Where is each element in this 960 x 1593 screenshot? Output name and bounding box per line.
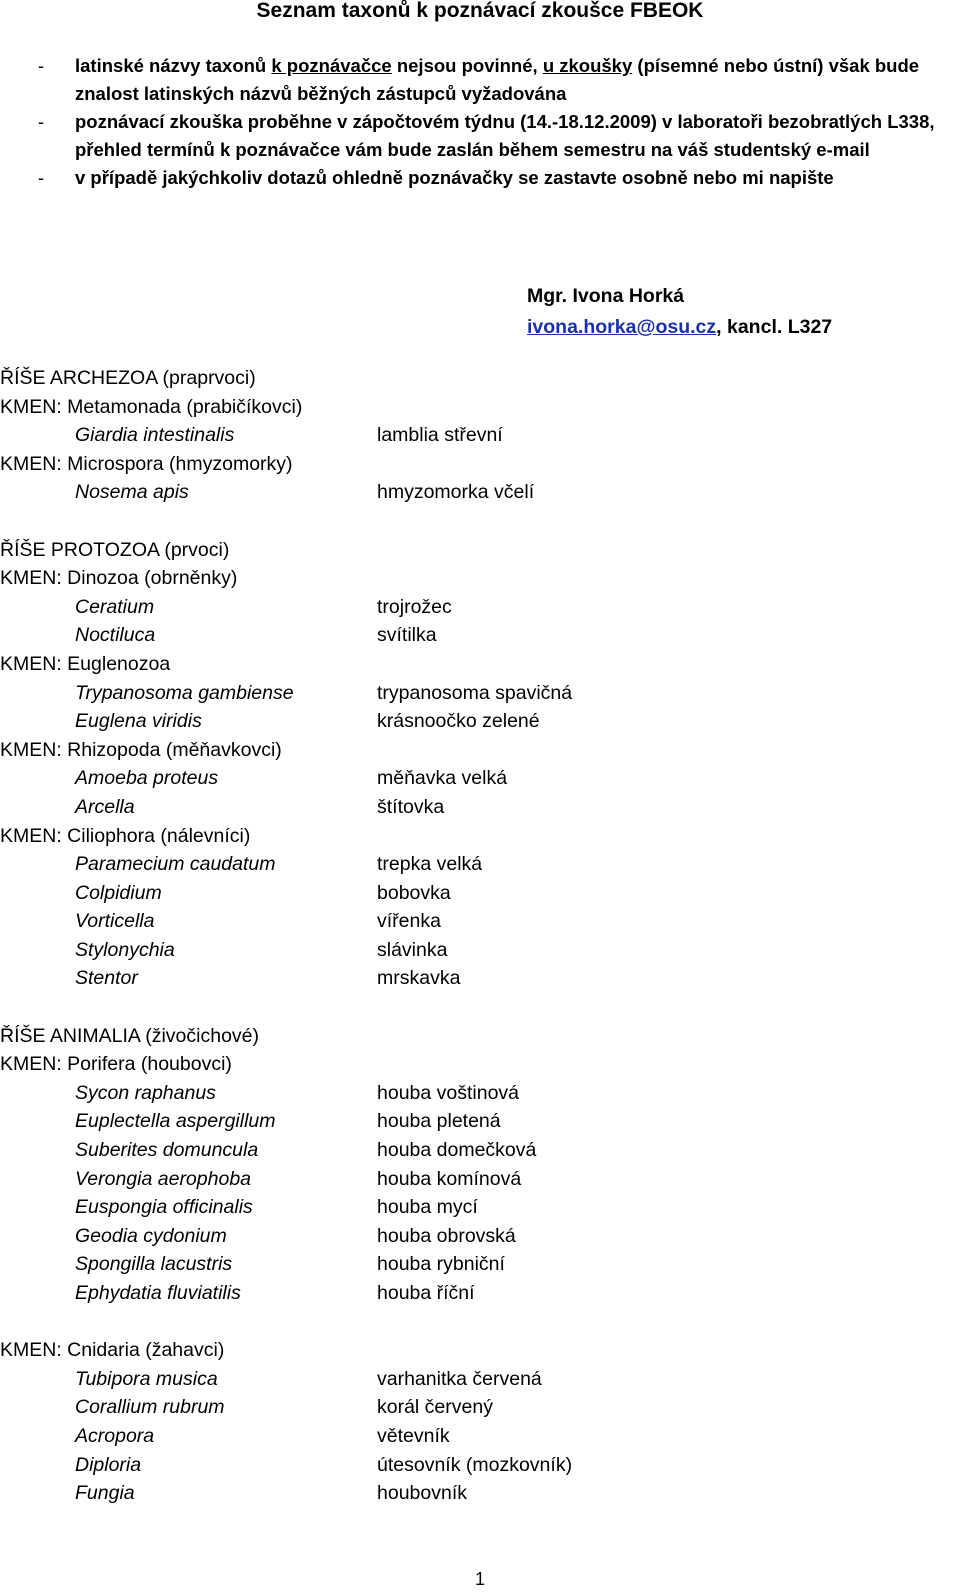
taxon-latin-name: Sycon raphanus	[75, 1081, 216, 1104]
taxon-latin-name: Corallium rubrum	[75, 1396, 225, 1419]
instruction-item	[0, 52, 960, 108]
taxon-czech-name: slávinka	[377, 938, 448, 961]
taxon-latin-name: Geodia cydonium	[75, 1224, 227, 1247]
phylum-row	[0, 450, 960, 479]
taxon-latin-name: Euspongia officinalis	[75, 1196, 253, 1219]
taxon-row	[0, 1422, 960, 1451]
taxon-row	[0, 1136, 960, 1165]
taxon-row	[0, 1222, 960, 1251]
taxon-czech-name: svítilka	[377, 624, 437, 647]
taxon-row	[0, 1479, 960, 1508]
kingdom-heading: ŘÍŠE ARCHEZOA (praprvoci)	[0, 367, 256, 389]
taxon-latin-name: Ephydatia fluviatilis	[75, 1282, 241, 1304]
taxon-czech-name: krásnoočko zelené	[377, 710, 540, 733]
phylum-heading: KMEN: Metamonada (prabičíkovci)	[0, 395, 303, 418]
phylum-row	[0, 822, 960, 851]
taxon-czech-name: trepka velká	[377, 853, 483, 876]
taxon-latin-name: Stentor	[75, 967, 138, 990]
taxon-czech-name: korál červený	[377, 1396, 493, 1419]
taxon-czech-name: houba obrovská	[377, 1224, 516, 1247]
taxon-czech-name: trojrožec	[377, 595, 452, 618]
phylum-heading: KMEN: Rhizopoda (měňavkovci)	[0, 738, 282, 761]
phylum-row	[0, 564, 960, 593]
contact-office: , kancl. L327	[716, 316, 833, 338]
document-title: Seznam taxonů k poznávací zkoušce FBEOK	[256, 0, 704, 22]
taxon-czech-name: útesovník (mozkovník)	[377, 1453, 573, 1476]
taxon-czech-name: trypanosoma spavičná	[377, 681, 573, 704]
kingdom-row	[0, 1022, 960, 1051]
phylum-heading: KMEN: Porifera (houbovci)	[0, 1053, 232, 1076]
taxon-czech-name: houba mycí	[377, 1196, 478, 1219]
taxon-latin-name: Colpidium	[75, 881, 162, 904]
instruction-text: nejsou povinné,	[391, 55, 543, 76]
taxon-latin-name: Vorticella	[75, 910, 155, 933]
taxon-czech-name: varhanitka červená	[377, 1367, 542, 1390]
taxon-czech-name: houba domečková	[377, 1139, 537, 1162]
phylum-heading: KMEN: Dinozoa (obrněnky)	[0, 567, 238, 590]
taxon-czech-name: bobovka	[377, 881, 451, 904]
taxon-latin-name: Suberites domuncula	[75, 1139, 259, 1162]
taxon-latin-name: Tubipora musica	[75, 1367, 218, 1390]
taxon-czech-name: hmyzomorka včelí	[377, 481, 535, 504]
taxon-row	[0, 1165, 960, 1194]
instruction-text: poznávací zkouška proběhne v zápočtovém týdnu (14.-18.12.2009) v laboratoři bezobratlých L338, přehled termínů k poznávačce vám bude zaslán během semestru na váš studentský e-mail	[75, 111, 935, 160]
taxon-latin-name: Euglena viridis	[75, 710, 202, 733]
bullet-dash: -	[38, 167, 45, 188]
phylum-heading: KMEN: Cnidaria (žahavci)	[0, 1339, 225, 1362]
taxon-czech-name: houbovník	[377, 1482, 467, 1505]
taxon-latin-name: Verongia aerophoba	[75, 1167, 252, 1190]
instruction-text: v případě jakýchkoliv dotazů ohledně poznávačky se zastavte osobně nebo mi napište	[75, 167, 834, 188]
taxon-czech-name: lamblia střevní	[377, 424, 503, 447]
taxon-row	[0, 1365, 960, 1394]
taxon-czech-name: štítovka	[377, 795, 445, 818]
contact-email-link[interactable]: ivona.horka@osu.cz	[527, 316, 717, 338]
kingdom-heading: ŘÍŠE PROTOZOA (prvoci)	[0, 538, 230, 561]
taxon-row	[0, 421, 960, 450]
taxon-czech-name: houba voštinová	[377, 1081, 520, 1104]
instruction-item	[0, 108, 960, 164]
instruction-underlined: k poznávačce	[271, 55, 392, 76]
taxon-row	[0, 593, 960, 622]
kingdom-heading: ŘÍŠE ANIMALIA (živočichové)	[0, 1024, 260, 1047]
contact-block	[527, 281, 832, 343]
taxon-row	[0, 907, 960, 936]
taxon-row	[0, 764, 960, 793]
instruction-item	[0, 164, 960, 192]
phylum-row	[0, 393, 960, 422]
kingdom-row	[0, 536, 960, 565]
instruction-underlined: u zkoušky	[542, 55, 633, 76]
taxon-latin-name: Diploria	[75, 1453, 142, 1476]
taxon-row	[0, 879, 960, 908]
bullet-dash: -	[38, 111, 45, 132]
taxon-latin-name: Paramecium caudatum	[75, 853, 276, 876]
taxon-czech-name: vířenka	[377, 910, 441, 933]
phylum-heading: KMEN: Ciliophora (nálevníci)	[0, 824, 251, 847]
taxon-row	[0, 1250, 960, 1279]
taxon-latin-name: Arcella	[75, 795, 135, 818]
taxon-row	[0, 1193, 960, 1222]
taxon-row	[0, 1079, 960, 1108]
taxon-row	[0, 621, 960, 650]
taxon-czech-name: houba říční	[377, 1282, 475, 1304]
taxon-row	[0, 707, 960, 736]
taxon-row	[0, 1279, 960, 1308]
taxon-latin-name: Trypanosoma gambiense	[75, 681, 294, 704]
page-number: 1	[474, 1569, 485, 1589]
instructions-list	[0, 52, 960, 192]
taxon-latin-name: Acropora	[75, 1424, 155, 1447]
taxon-czech-name: mrskavka	[377, 967, 461, 990]
taxon-row	[0, 850, 960, 879]
phylum-row	[0, 736, 960, 765]
taxon-latin-name: Amoeba proteus	[75, 767, 219, 790]
taxon-row	[0, 793, 960, 822]
taxon-row	[0, 1451, 960, 1480]
taxon-czech-name: větevník	[377, 1424, 450, 1447]
phylum-row	[0, 1050, 960, 1079]
phylum-heading: KMEN: Euglenozoa	[0, 652, 171, 675]
bullet-dash: -	[38, 55, 45, 76]
kingdom-row	[0, 364, 960, 393]
taxon-latin-name: Euplectella aspergillum	[75, 1110, 276, 1133]
phylum-heading: KMEN: Microspora (hmyzomorky)	[0, 452, 293, 475]
taxon-row	[0, 1107, 960, 1136]
taxon-latin-name: Giardia intestinalis	[75, 424, 235, 447]
taxon-row	[0, 679, 960, 708]
instruction-text: (písemné nebo ústní) však bude znalost latinských názvů běžných zástupců vyžadována	[75, 55, 920, 104]
taxon-latin-name: Noctiluca	[75, 624, 156, 647]
taxon-czech-name: houba komínová	[377, 1167, 522, 1190]
instruction-text: latinské názvy taxonů	[75, 55, 272, 76]
taxon-row	[0, 964, 960, 993]
taxon-row	[0, 1393, 960, 1422]
taxon-latin-name: Nosema apis	[75, 481, 189, 504]
taxon-row	[0, 478, 960, 507]
taxon-latin-name: Fungia	[75, 1482, 135, 1505]
taxa-list	[0, 364, 960, 1508]
taxon-latin-name: Spongilla lacustris	[75, 1253, 233, 1276]
taxon-row	[0, 936, 960, 965]
taxon-czech-name: houba pletená	[377, 1110, 501, 1133]
taxon-latin-name: Ceratium	[75, 595, 155, 618]
phylum-row	[0, 1336, 960, 1365]
contact-name: Mgr. Ivona Horká	[527, 285, 685, 307]
taxon-czech-name: houba rybniční	[377, 1253, 505, 1276]
taxon-latin-name: Stylonychia	[75, 938, 175, 961]
taxon-czech-name: měňavka velká	[377, 767, 508, 790]
phylum-row	[0, 650, 960, 679]
